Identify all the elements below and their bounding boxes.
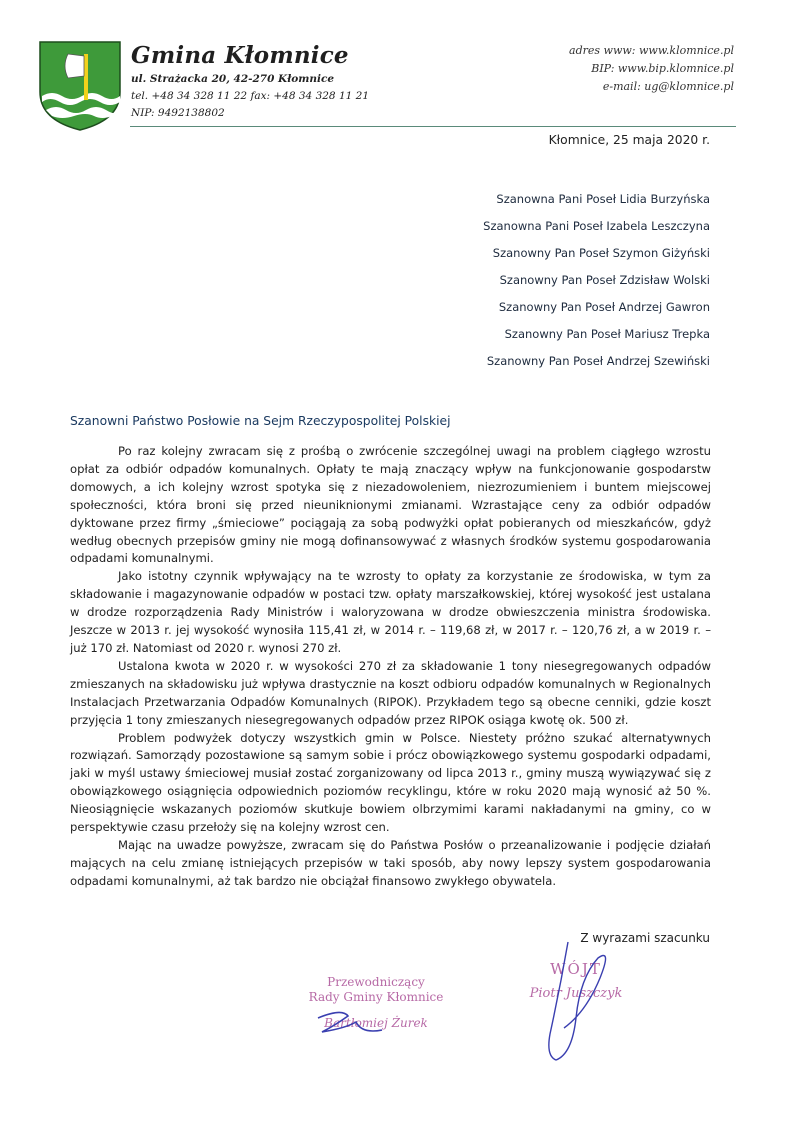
body-paragraph: Problem podwyżek dotyczy wszystkich gmin w Polsce. Niestety próżno szukać alternatywnych rozwiązań. Samorządy pozostawione są samym sobie i prócz obowiązkowego systemu gospodarki odpadami, jaki w myśl ustawy śmieciowej musiał zostać zorganizowany od lipca 2013 r., gminy muszą wywiązywać się z obowiązkowego osiągnięcia odpowiednich poziomów recyklingu, które w roku 2020 mają wynosić aż 50 %. Nieosiągnięcie wskazanych poziomów skutkuje bowiem olbrzymimi karami nakładanymi na gminy, co w perspektywie czasu przełoży się na kolejny wzrost cen.	[70, 730, 711, 835]
stamp-title-line: Przewodniczący	[327, 975, 425, 989]
body-paragraph: Po raz kolejny zwracam się z prośbą o zwrócenie szczególnej uwagi na problem ciągłego wzrostu opłat za odbiór odpadów komunalnych. Opłaty te mają znaczący wpływ na funkcjonowanie gospodarstw domowych, a ich kolejny wzrost spotyka się z niezadowoleniem, niezrozumieniem i buntem miejscowej społeczności, która broni się przed nieuniknionymi zmianami. Wzrastające ceny za odbiór odpadów dyktowane przez firmy „śmieciowe” pociągają za sobą podwyżki opłat pobieranych od mieszkańców, gdyż według obecnych przepisów gminy nie mogą dofinansowywać z własnych środków systemu gospodarowania odpadami komunalnymi.	[70, 444, 711, 566]
letter-date: Kłomnice, 25 maja 2020 r.	[548, 133, 710, 147]
letter-body	[70, 443, 711, 891]
coat-of-arms-axe-icon	[38, 40, 122, 132]
recipient: Szanowny Pan Poseł Zdzisław Wolski	[499, 273, 710, 287]
body-paragraph: Jako istotny czynnik wpływający na te wzrosty to opłaty za korzystanie ze środowiska, w tym za składowanie i magazynowanie odpadów w postaci tzw. opłaty marszałkowskiej, której wysokość jest ustalana w drodze rozporządzenia Rady Ministrów i waloryzowana w drodze obwieszczenia ministra środowiska. Jeszcze w 2013 r. jej wysokość wynosiła 115,41 zł, w 2014 r. – 119,68 zł, w 2017 r. – 120,76 zł, a w 2019 r. – już 170 zł. Natomiast od 2020 r. wynosi 270 zł.	[70, 569, 711, 655]
organization-address: ul. Strażacka 20, 42-270 Kłomnice	[131, 73, 335, 85]
stamp-title: WÓJT	[550, 960, 602, 978]
contact-email: e-mail: ug@klomnice.pl	[602, 80, 734, 93]
stamp-signatory-name: Piotr Juszczyk	[529, 986, 623, 1001]
recipient: Szanowna Pani Poseł Izabela Leszczyna	[483, 219, 710, 233]
recipient: Szanowna Pani Poseł Lidia Burzyńska	[496, 192, 710, 206]
body-paragraph: Mając na uwadze powyższe, zwracam się do Państwa Posłów o przeanalizowanie i podjęcie działań mających na celu zmianę istniejących przepisów w taki sposób, aby nowy lepszy system gospodarowania odpadami komunalnymi, aż tak bardzo nie obciążał finansowo zwykłego obywatela.	[70, 837, 711, 888]
recipient: Szanowny Pan Poseł Szymon Giżyński	[492, 246, 710, 260]
salutation: Szanowni Państwo Posłowie na Sejm Rzeczypospolitej Polskiej	[70, 414, 451, 428]
body-paragraph: Ustalona kwota w 2020 r. w wysokości 270 zł za składowanie 1 tony niesegregowanych odpadów zmieszanych na składowisku już wpływa drastycznie na koszt odbioru odpadów komunalnych w Regionalnych Instalacjach Przetwarzania Odpadów Komunalnych (RIPOK). Przykładem tego są obecne cenniki, gdzie koszt przyjęcia 1 tony zmieszanych niesegregowanych odpadów przez RIPOK osiąga kwotę ok. 500 zł.	[70, 658, 711, 727]
organization-phone-fax: tel. +48 34 328 11 22 fax: +48 34 328 11 21	[131, 90, 370, 102]
stamp-signatory-name: Bartłomiej Żurek	[324, 1016, 428, 1030]
recipient: Szanowny Pan Poseł Mariusz Trepka	[504, 327, 710, 341]
recipient: Szanowny Pan Poseł Andrzej Szewiński	[486, 354, 710, 368]
organization-nip: NIP: 9492138802	[131, 107, 225, 119]
recipient: Szanowny Pan Poseł Andrzej Gawron	[498, 300, 710, 314]
closing-phrase: Z wyrazami szacunku	[580, 931, 710, 945]
recipient-list	[483, 190, 710, 379]
stamp-title-line: Rady Gminy Kłomnice	[308, 990, 444, 1004]
organization-name: Gmina Kłomnice	[131, 42, 349, 69]
contact-bip: BIP: www.bip.klomnice.pl	[591, 62, 734, 75]
contact-website: adres www: www.klomnice.pl	[569, 44, 734, 57]
mayor-signature	[520, 938, 630, 1068]
council-chair-signature	[312, 1004, 392, 1044]
header-divider	[130, 126, 736, 127]
